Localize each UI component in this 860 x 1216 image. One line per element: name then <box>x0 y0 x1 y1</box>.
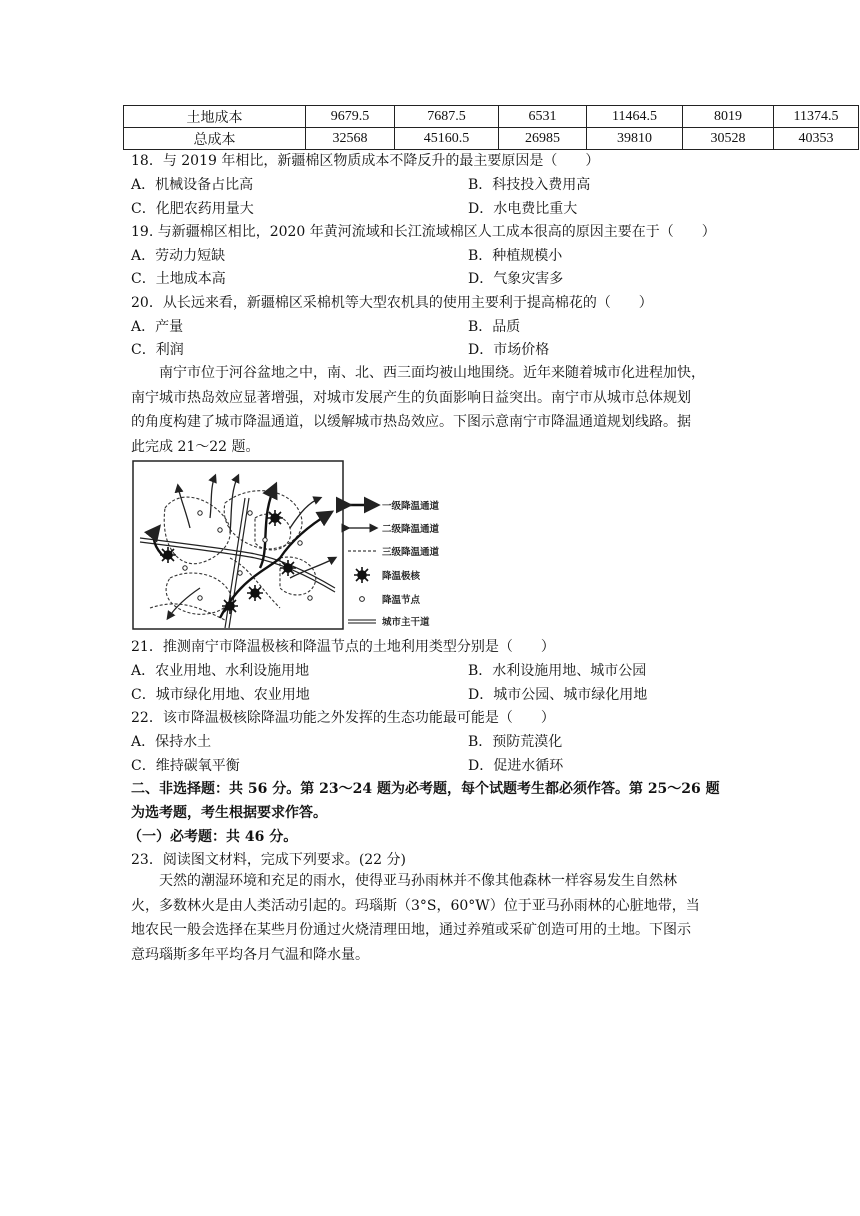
table-cell: 45160.5 <box>395 128 499 150</box>
table-row <box>124 106 859 128</box>
core-icon <box>267 510 283 526</box>
q22-option-b: B．预防荒漠化 <box>468 734 563 750</box>
q18-option-d: D．水电费比重大 <box>468 201 578 217</box>
section2-heading-cont: 为选考题，考生根据要求作答。 <box>131 805 327 821</box>
q21-option-c: C．城市绿化用地、农业用地 <box>131 687 310 703</box>
passage-line: 的角度构建了城市降温通道，以缓解城市热岛效应。下图示意南宁市降温通道规划线路。据 <box>131 414 691 430</box>
section2-heading: 二、非选择题：共 56 分。第 23～24 题为必考题，每个试题考生都必须作答。第 25～26 题 <box>131 781 720 797</box>
cooling-corridor-map <box>130 458 470 633</box>
passage-line: 天然的潮湿环境和充足的雨水，使得亚马孙雨林并不像其他森林一样容易发生自然林 <box>131 873 677 889</box>
section2-subheading: （一）必考题：共 46 分。 <box>128 829 298 845</box>
legend-primary: 一级降温通道 <box>382 501 440 512</box>
table-row <box>124 128 859 150</box>
core-icon <box>160 547 176 563</box>
q20-option-a: A．产量 <box>131 319 184 335</box>
q23-stem: 23．阅读图文材料，完成下列要求。(22 分) <box>131 852 407 868</box>
q18-stem: 18．与 2019 年相比，新疆棉区物质成本不降反升的最主要原因是（ ） <box>131 153 600 169</box>
core-icon <box>280 560 296 576</box>
q19-option-a: A．劳动力短缺 <box>131 248 226 264</box>
table-cell: 26985 <box>499 128 587 150</box>
table-cell: 30528 <box>683 128 774 150</box>
legend-tertiary: 三级降温通道 <box>382 547 440 558</box>
passage-line: 火，多数林火是由人类活动引起的。玛瑙斯（3°S，60°W）位于亚马孙雨林的心脏地带，当 <box>131 897 700 914</box>
q19-option-c: C．土地成本高 <box>131 271 226 287</box>
q20-option-d: D．市场价格 <box>468 342 550 358</box>
q20-stem: 20．从长远来看，新疆棉区采棉机等大型农机具的使用主要利于提高棉花的（ ） <box>131 295 653 311</box>
passage-line: 南宁市位于河谷盆地之中，南、北、西三面均被山地围绕。近年来随着城市化进程加快， <box>131 365 705 381</box>
q22-stem: 22．该市降温极核除降温功能之外发挥的生态功能最可能是（ ） <box>131 710 555 726</box>
legend-node: 降温节点 <box>382 595 421 606</box>
table-cell: 总成本 <box>124 128 306 150</box>
passage-nanning <box>131 361 731 459</box>
node-legend-icon <box>360 597 365 602</box>
table-cell: 11464.5 <box>587 106 683 128</box>
q21-option-b: B．水利设施用地、城市公园 <box>468 663 647 679</box>
q18-option-c: C．化肥农药用量大 <box>131 201 254 217</box>
q20-option-c: C．利润 <box>131 342 184 358</box>
table-cell: 8019 <box>683 106 774 128</box>
q22-option-a: A．保持水土 <box>131 734 212 750</box>
table-cell: 9679.5 <box>306 106 395 128</box>
q22-option-d: D．促进水循环 <box>468 758 564 774</box>
passage-line: 意玛瑙斯多年平均各月气温和降水量。 <box>131 946 369 963</box>
q22-option-c: C．维持碳氧平衡 <box>131 758 240 774</box>
passage-line: 此完成 21～22 题。 <box>131 438 260 455</box>
passage-line: 地农民一般会选择在某些月份通过火烧清理田地，通过养殖或采矿创造可用的土地。下图示 <box>131 922 691 938</box>
q21-option-d: D．城市公园、城市绿化用地 <box>468 687 648 703</box>
core-icon <box>222 598 238 614</box>
passage-line: 南宁城市热岛效应显著增强，对城市发展产生的负面影响日益突出。南宁市从城市总体规划 <box>131 389 691 406</box>
core-legend-icon <box>354 567 370 583</box>
q21-stem: 21．推测南宁市降温极核和降温节点的土地利用类型分别是（ ） <box>131 639 555 655</box>
q20-option-b: B．品质 <box>468 319 521 335</box>
q18-option-b: B．科技投入费用高 <box>468 177 591 193</box>
passage-manaus <box>131 869 731 967</box>
q19-stem: 19. 与新疆棉区相比，2020 年黄河流域和长江流域棉区人工成本很高的原因主要在于（ ） <box>131 224 716 240</box>
map-legend <box>348 500 440 628</box>
legend-trunk: 城市主干道 <box>382 617 430 628</box>
q19-option-b: B．种植规模小 <box>468 248 563 264</box>
table-cell: 7687.5 <box>395 106 499 128</box>
table-cell: 11374.5 <box>774 106 859 128</box>
q19-option-d: D．气象灾害多 <box>468 271 564 287</box>
q21-option-a: A．农业用地、水利设施用地 <box>131 663 310 679</box>
table-cell: 32568 <box>306 128 395 150</box>
cost-table <box>123 105 859 150</box>
q18-option-a: A．机械设备占比高 <box>131 177 254 193</box>
legend-core: 降温极核 <box>382 571 421 582</box>
table-cell: 40353 <box>774 128 859 150</box>
table-cell: 39810 <box>587 128 683 150</box>
table-cell: 6531 <box>499 106 587 128</box>
core-icon <box>247 585 263 601</box>
legend-secondary: 二级降温通道 <box>382 524 440 535</box>
table-cell: 土地成本 <box>124 106 306 128</box>
